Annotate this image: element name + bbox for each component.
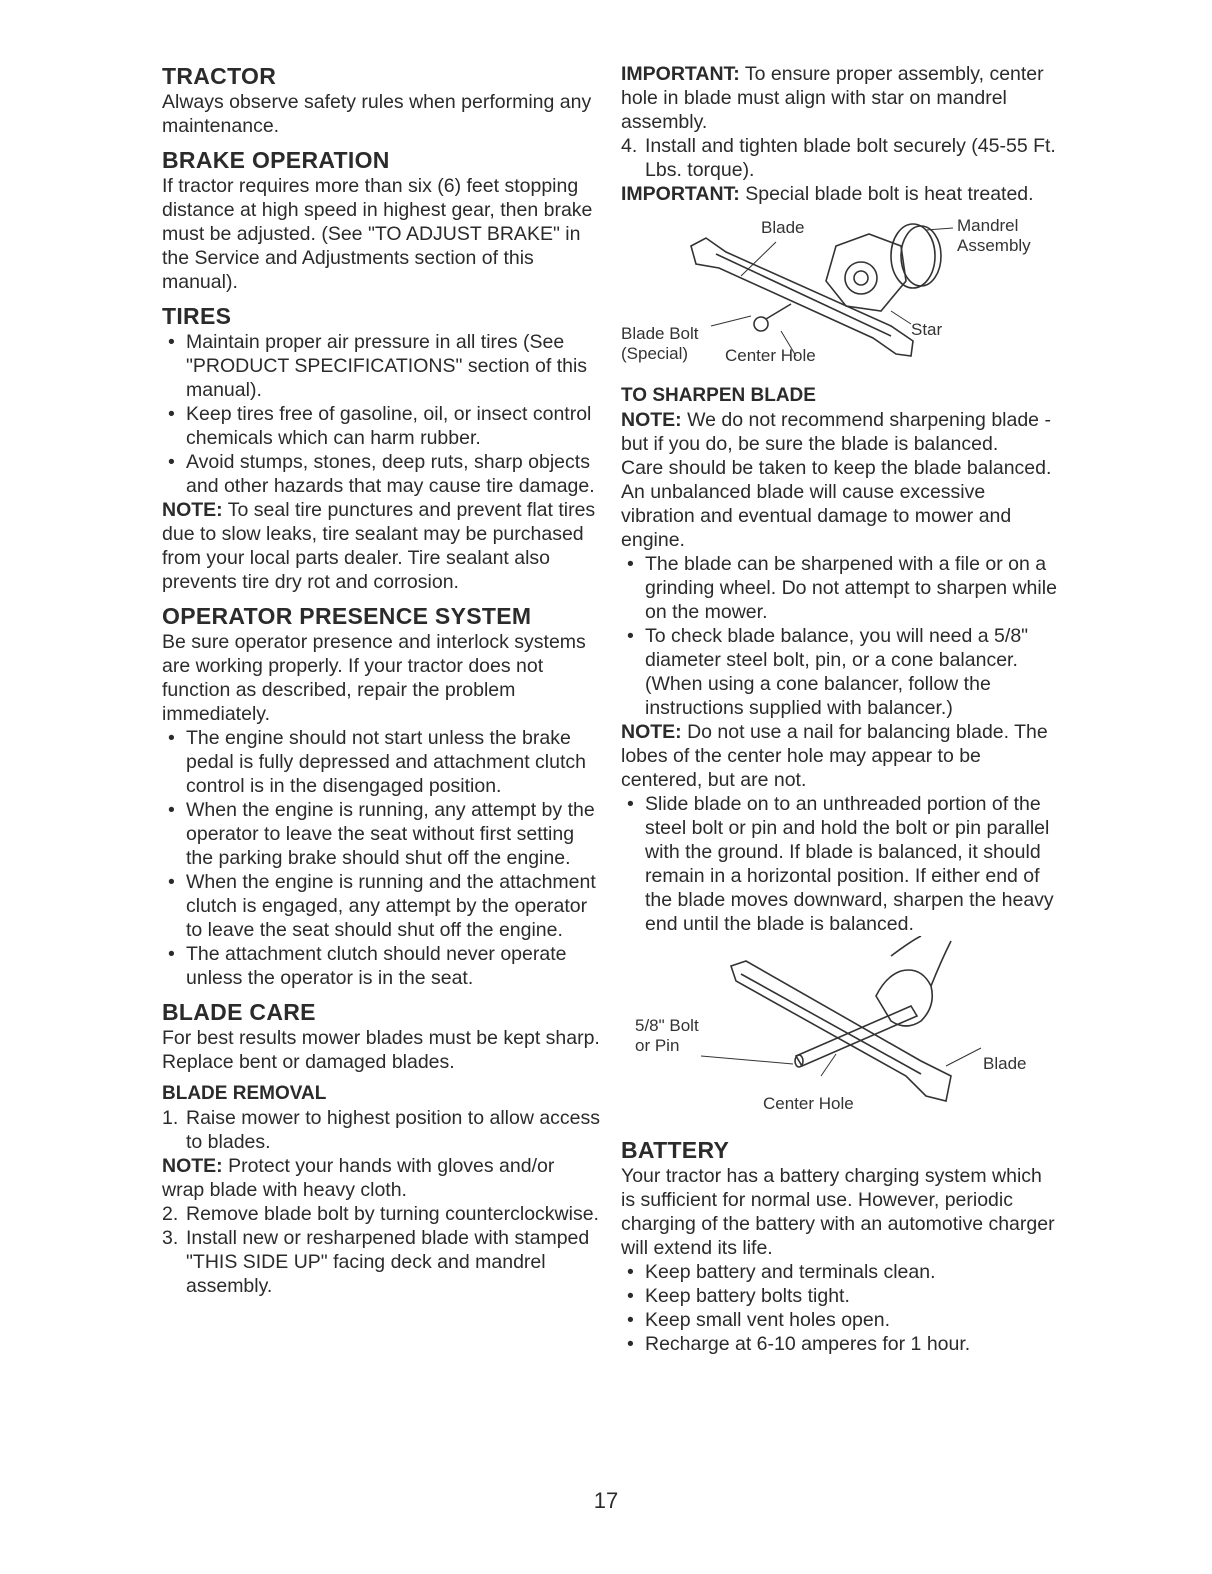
label-bolt: 5/8" Bolt <box>635 1016 699 1035</box>
important-text: To ensure proper assembly, center hole in blade must align with star on mandrel assembly. <box>621 63 1044 133</box>
label-or-pin: or Pin <box>635 1036 680 1055</box>
note-text: To seal tire punctures and prevent flat tires due to slow leaks, tire sealant may be purchased from your local parts dealer. Tire sealant also prevents tire dry rot and corrosion. <box>162 499 596 593</box>
list-item: • Avoid stumps, stones, deep ruts, sharp objects and other hazards that may cause tire damage. <box>162 450 602 498</box>
tractor-text: Always observe safety rules when performing any maintenance. <box>162 91 592 137</box>
important-1 <box>621 62 1061 134</box>
ops-list <box>162 726 602 990</box>
removal-steps-cont <box>162 1202 602 1298</box>
mandrel-blade-figure <box>621 206 1061 384</box>
list-item: • The engine should not start unless the brake pedal is fully depressed and attachment clutch control is in the disengaged position. <box>162 726 602 798</box>
leader-bolt <box>701 1056 793 1064</box>
sharpen-list-2 <box>621 792 1061 936</box>
list-item: • Keep battery bolts tight. <box>621 1284 1061 1308</box>
label-blade: Blade <box>761 218 805 237</box>
important-2 <box>621 182 1061 206</box>
removal-heading: BLADE REMOVAL <box>162 1083 327 1104</box>
brake-heading: BRAKE OPERATION <box>162 147 390 173</box>
important-label: IMPORTANT: <box>621 183 740 205</box>
note-label: NOTE: <box>621 721 682 743</box>
note-label: NOTE: <box>621 409 682 431</box>
label-blade-bolt: Blade Bolt <box>621 324 699 343</box>
step-text: Install new or resharpened blade with stamped "THIS SIDE UP" facing deck and mandrel assembly. <box>186 1227 590 1297</box>
list-item: • Keep tires free of gasoline, oil, or insect control chemicals which can harm rubber. <box>162 402 602 450</box>
blade-shape <box>731 961 951 1101</box>
tires-list <box>162 330 602 498</box>
list-item <box>162 1106 602 1154</box>
right-column <box>621 62 1061 1356</box>
battery-list <box>621 1260 1061 1356</box>
list-item <box>621 134 1061 182</box>
note-text: We do not recommend sharpening blade - but if you do, be sure the blade is balanced. <box>621 409 1051 455</box>
bladecare-text: For best results mower blades must be kept sharp. Replace bent or damaged blades. <box>162 1027 600 1073</box>
list-item: • Slide blade on to an unthreaded portion of the steel bolt or pin and hold the bolt or pin parallel with the ground. If blade is balanced, it should remain in a horizontal position. If either end of the blade moves downward, sharpen the heavy end until the blade is balanced. <box>621 792 1061 936</box>
removal-note <box>162 1154 602 1202</box>
leader-blade <box>946 1048 981 1066</box>
step-number: 1. <box>162 1107 179 1129</box>
blade-bolt <box>754 317 768 331</box>
list-item: • Keep small vent holes open. <box>621 1308 1061 1332</box>
list-item: • When the engine is running and the attachment clutch is engaged, any attempt by the operator to leave the seat should shut off the engine. <box>162 870 602 942</box>
list-item: • Maintain proper air pressure in all tires (See "PRODUCT SPECIFICATIONS" section of this manual). <box>162 330 602 402</box>
sharpen-text: Care should be taken to keep the blade balanced. An unbalanced blade will cause excessive vibration and eventual damage to mower and engine. <box>621 457 1052 551</box>
blade-edge <box>716 254 891 336</box>
note-label: NOTE: <box>162 1155 223 1177</box>
install-steps <box>621 134 1061 182</box>
label-mandrel: Mandrel <box>957 216 1019 235</box>
list-item <box>162 1202 602 1226</box>
battery-heading: BATTERY <box>621 1137 730 1163</box>
list-item: • To check blade balance, you will need a 5/8" diameter steel bolt, pin, or a cone balancer. (When using a cone balancer, follow the instructions supplied with balancer.) <box>621 624 1061 720</box>
list-item: • The attachment clutch should never operate unless the operator is in the seat. <box>162 942 602 990</box>
leader-bolt <box>711 316 751 326</box>
note-label: NOTE: <box>162 499 223 521</box>
label-center-hole: Center Hole <box>725 346 816 365</box>
note-text: Do not use a nail for balancing blade. The lobes of the center hole may appear to be centered, but are not. <box>621 721 1048 791</box>
step-number: 2. <box>162 1203 179 1225</box>
label-star: Star <box>911 320 943 339</box>
step-number: 4. <box>621 135 638 157</box>
step-text: Raise mower to highest position to allow access to blades. <box>186 1107 601 1153</box>
wrist <box>891 936 951 986</box>
blade-shape <box>691 238 913 356</box>
sharpen-heading: TO SHARPEN BLADE <box>621 385 816 406</box>
tires-note <box>162 498 602 594</box>
ops-text: Be sure operator presence and interlock systems are working properly. If your tractor does not function as described, repair the problem immediately. <box>162 631 586 725</box>
leader-star <box>891 311 911 324</box>
list-item: • Keep battery and terminals clean. <box>621 1260 1061 1284</box>
tractor-heading: TRACTOR <box>162 63 277 89</box>
sharpen-note-2 <box>621 720 1061 792</box>
mandrel-hub <box>845 262 877 294</box>
leader-blade <box>741 242 776 276</box>
left-column <box>162 62 602 1298</box>
brake-text: If tractor requires more than six (6) feet stopping distance at high speed in highest gear, then brake must be adjusted. (See "TO ADJUST BRAKE" in the Service and Adjustments section of this manual). <box>162 175 593 293</box>
important-label: IMPORTANT: <box>621 63 740 85</box>
label-assembly: Assembly <box>957 236 1031 255</box>
list-item <box>162 1226 602 1298</box>
mandrel-pulley <box>891 224 935 288</box>
ops-heading: OPERATOR PRESENCE SYSTEM <box>162 603 532 629</box>
list-item: • Recharge at 6-10 amperes for 1 hour. <box>621 1332 1061 1356</box>
bladecare-heading: BLADE CARE <box>162 999 316 1025</box>
label-special: (Special) <box>621 344 689 363</box>
label-center-hole: Center Hole <box>763 1094 854 1113</box>
list-item: • The blade can be sharpened with a file or on a grinding wheel. Do not attempt to sharpen while on the mower. <box>621 552 1061 624</box>
label-blade: Blade <box>983 1054 1027 1073</box>
tires-heading: TIRES <box>162 303 232 329</box>
page-number: 17 <box>593 1488 619 1513</box>
note-text: Protect your hands with gloves and/or wrap blade with heavy cloth. <box>162 1155 555 1201</box>
step-number: 3. <box>162 1227 179 1249</box>
important-text: Special blade bolt is heat treated. <box>739 183 1034 205</box>
battery-text: Your tractor has a battery charging system which is sufficient for normal use. However, periodic charging of the battery with an automotive charger will extend its life. <box>621 1165 1055 1259</box>
removal-steps <box>162 1106 602 1154</box>
list-item: • When the engine is running, any attempt by the operator to leave the seat without first setting the parking brake should shut off the engine. <box>162 798 602 870</box>
step-text: Install and tighten blade bolt securely (45-55 Ft. Lbs. torque). <box>645 135 1056 181</box>
balance-figure <box>621 936 1061 1136</box>
bolt-shaft <box>766 304 791 319</box>
sharpen-note <box>621 408 1061 456</box>
blade-edge <box>741 974 921 1074</box>
mandrel-center <box>854 271 868 285</box>
sharpen-list <box>621 552 1061 720</box>
step-text: Remove blade bolt by turning counterclockwise. <box>186 1203 599 1225</box>
